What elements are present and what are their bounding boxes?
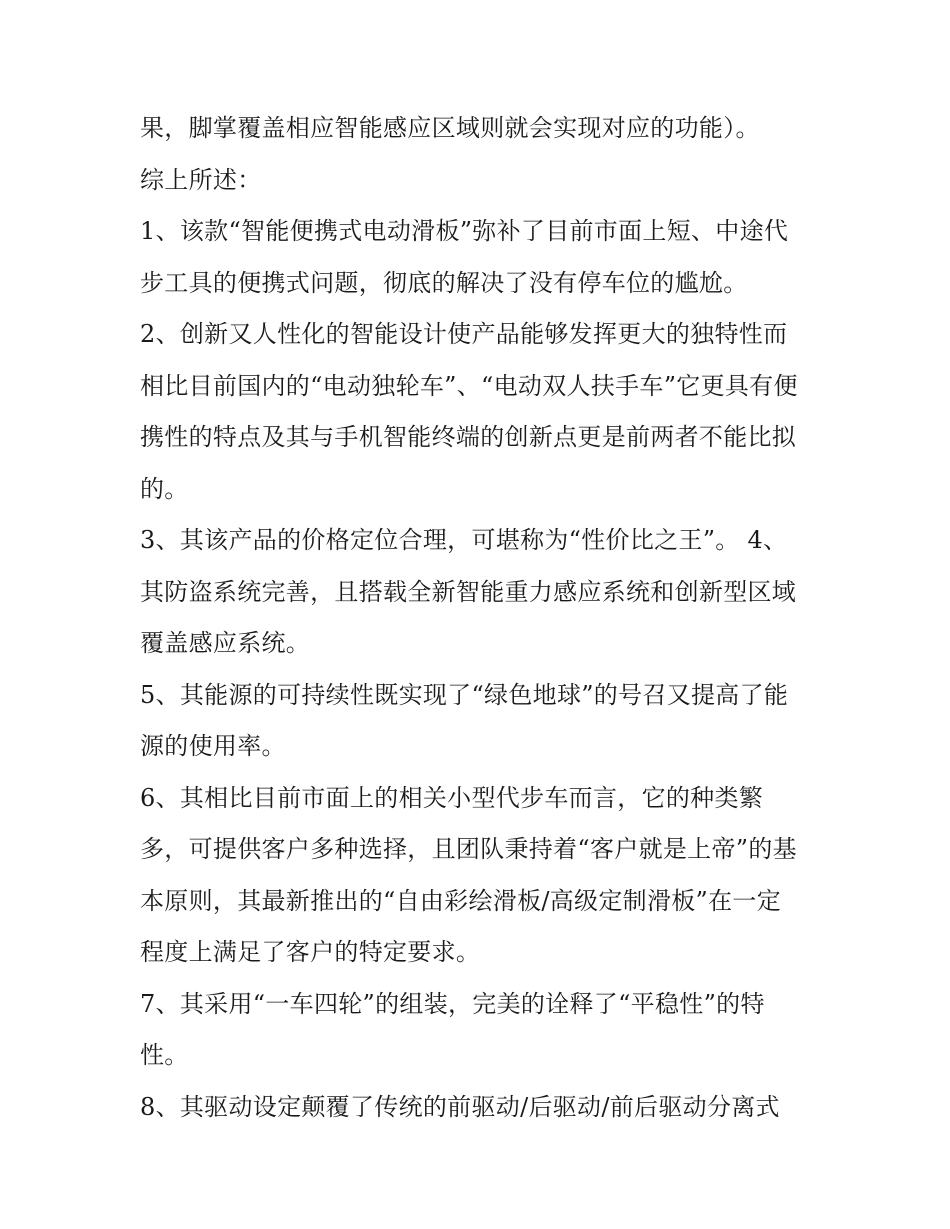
text-line: 果，脚掌覆盖相应智能感应区域则就会实现对应的功能）。 — [140, 114, 760, 142]
text-line: 其防盗系统完善，且搭载全新智能重力感应系统和创新型区域 — [140, 577, 797, 606]
text-line: 携性的特点及其与手机智能终端的创新点更是前两者不能比拟 — [140, 423, 797, 451]
text-line: 7、其采用“一车四轮”的组装，完美的诠释了“平稳性”的特 — [140, 989, 765, 1018]
text-line: 3、其该产品的价格定位合理，可堪称为“性价比之王”。 4、 — [140, 526, 788, 554]
text-line: 本原则，其最新推出的“自由彩绘滑板/高级定制滑板”在一定 — [140, 886, 782, 915]
body-text — [140, 103, 830, 1133]
text-line: 源的使用率。 — [140, 732, 286, 760]
text-line: 的。 — [140, 474, 189, 503]
text-line: 1、该款“智能便携式电动滑板”弥补了目前市面上短、中途代 — [140, 217, 789, 245]
text-line: 程度上满足了客户的特定要求。 — [140, 938, 481, 966]
text-line: 性。 — [140, 1041, 189, 1069]
text-line: 6、其相比目前市面上的相关小型代步车而言，它的种类繁 — [140, 783, 764, 812]
text-line: 相比目前国内的“电动独轮车”、“电动双人扶手车”它更具有便 — [140, 371, 798, 400]
text-line: 8、其驱动设定颠覆了传统的前驱动/后驱动/前后驱动分离式 — [140, 1092, 780, 1121]
text-line: 步工具的便携式问题，彻底的解决了没有停车位的尴尬。 — [140, 268, 748, 297]
text-line: 综上所述： — [140, 165, 262, 194]
text-line: 多，可提供客户多种选择，且团队秉持着“客户就是上帝”的基 — [140, 835, 797, 863]
text-line: 覆盖感应系统。 — [140, 629, 311, 657]
text-line: 5、其能源的可持续性既实现了“绿色地球”的号召又提高了能 — [140, 680, 789, 709]
text-line: 2、创新又人性化的智能设计使产品能够发挥更大的独特性而 — [140, 320, 788, 348]
